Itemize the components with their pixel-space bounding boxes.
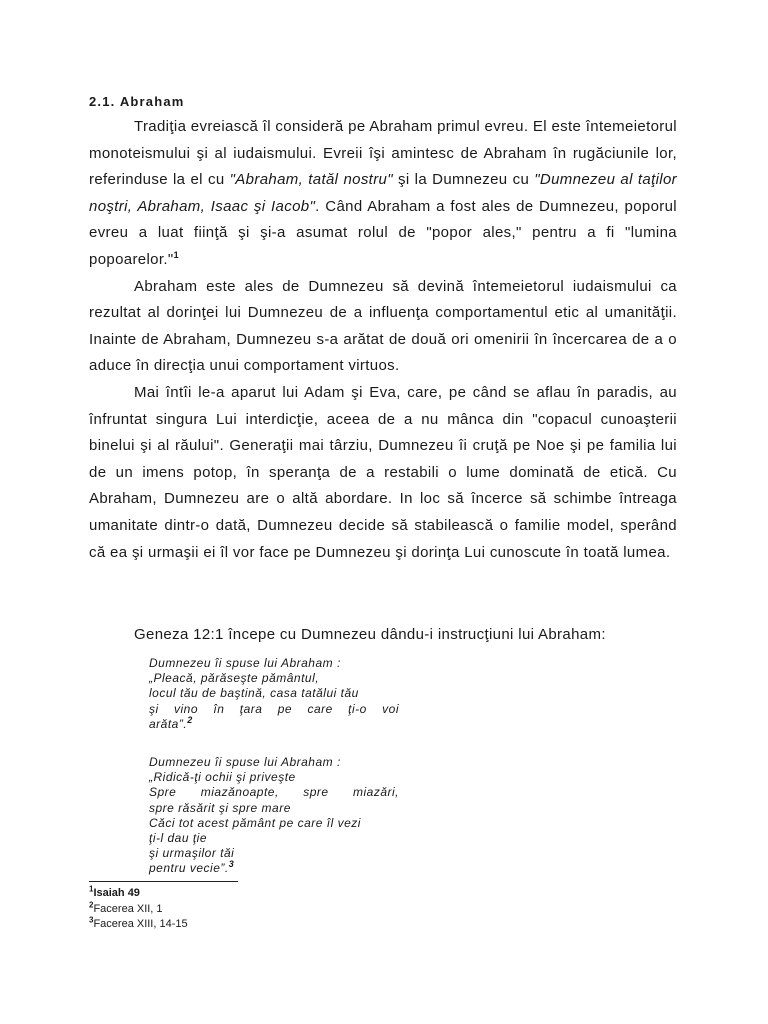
scripture-quote-2: [149, 755, 399, 877]
section-heading: 2.1. Abraham: [89, 94, 185, 109]
quote-god-of-fathers: "Dumnezeu al taţilor noştri, Abraham, Isaac şi Iacob": [89, 171, 677, 215]
paragraph-2: Abraham este ales de Dumnezeu să devină întemeietorul iudaismului ca rezultat al dorinţei lui Dumnezeu de a influenţa comportamentul etic al umanităţii. Inainte de Abraham, Dumnezeu s-a arătat de două ori omenirii în încercarea de a o aduce în direcţia unui comportament virtuos.: [89, 277, 677, 375]
footnote-3: [89, 916, 188, 932]
paragraph-3: Mai întîi le-a aparut lui Adam şi Eva, care, pe când se aflau în paradis, au înfruntat singura Lui interdicţie, aceea de a nu mânca din "copacul cunoaşterii binelui şi al răului". Generaţii mai târziu, Dumnezeu îi cruţă pe Noe şi pe familia lui de un imens potop, în speranţa de a restabili o lume dominată de etică. Cu Abraham, Dumnezeu are o altă abordare. In loc să încerce să schimbe întreaga umanitate dintr-o dată, Dumnezeu decide să stabilească o familie model, sperând că ea şi urmaşii ei îl vor face pe Dumnezeu şi dorinţa Lui cunoscute în toată lumea.: [89, 383, 677, 561]
paragraph-1: [89, 114, 677, 274]
footnote-separator: [89, 881, 238, 882]
quote-1-line: locul tău de baştină, casa tatălui tău: [149, 686, 359, 701]
quote-1-line: Dumnezeu îi spuse lui Abraham :: [149, 656, 341, 670]
quote-2-line: Căci tot acest pământ pe care îl vezi: [149, 815, 361, 830]
quote-2-line: ţi-l dau ţie: [149, 831, 208, 846]
quote-abraham-father: "Abraham, tatăl nostru": [229, 171, 393, 189]
footnote-1: [89, 885, 140, 901]
footnote-ref-3: 3: [228, 859, 235, 870]
footnote-ref-1: 1: [173, 249, 179, 260]
paragraph-1-text-a: Tradiţia evreiască îl consideră pe Abraham primul evreu. El este întemeietorul monoteismului şi al iudaismului. Evreii îşi amintesc de Abraham în rugăciunile lor, referinduse la el cu: [89, 118, 677, 189]
footnote-2: [89, 901, 163, 917]
body-text: [89, 114, 677, 566]
paragraph-1-text-c: . Când Abraham a fost ales de Dumnezeu, poporul evreu a luat fiinţă şi şi-a asumat rolul de "popor ales," pentru a fi "lumina popoarelor.": [89, 197, 677, 268]
quote-1-last-line: [149, 714, 399, 732]
quote-2-line: Dumnezeu îi spuse lui Abraham :: [149, 755, 341, 769]
quote-2-line: Spre miazănoapte, spre miazări,: [149, 785, 399, 800]
quote-2-line: „Ridică-ţi ochii şi priveşte: [149, 770, 296, 785]
quote-2-last-line: [149, 861, 399, 876]
footnote-text: Facerea XII, 1: [93, 903, 163, 915]
quote-2-line: pentru vecie”.: [149, 861, 229, 876]
paragraph-1-text-b: şi la Dumnezeu cu: [392, 171, 535, 189]
footnote-text: Facerea XIII, 14-15: [93, 918, 188, 930]
footnote-number: 3: [89, 915, 94, 925]
scripture-quote-1: [149, 656, 399, 732]
footnote-number: 2: [89, 900, 94, 910]
quote-1-line: arăta”.: [149, 716, 188, 731]
genesis-intro-line: Geneza 12:1 începe cu Dumnezeu dându-i instrucţiuni lui Abraham:: [134, 626, 606, 643]
quote-2-line: spre răsărit şi spre mare: [149, 800, 291, 815]
quote-1-line: şi vino în ţara pe care ţi-o voi: [149, 701, 399, 716]
quote-1-line: „Pleacă, părăseşte pământul,: [149, 671, 320, 686]
footnote-number: 1: [89, 884, 94, 894]
footnote-text: Isaiah 49: [93, 887, 140, 899]
quote-2-line: şi urmaşilor tăi: [149, 846, 235, 861]
footnote-ref-2: 2: [187, 714, 193, 725]
